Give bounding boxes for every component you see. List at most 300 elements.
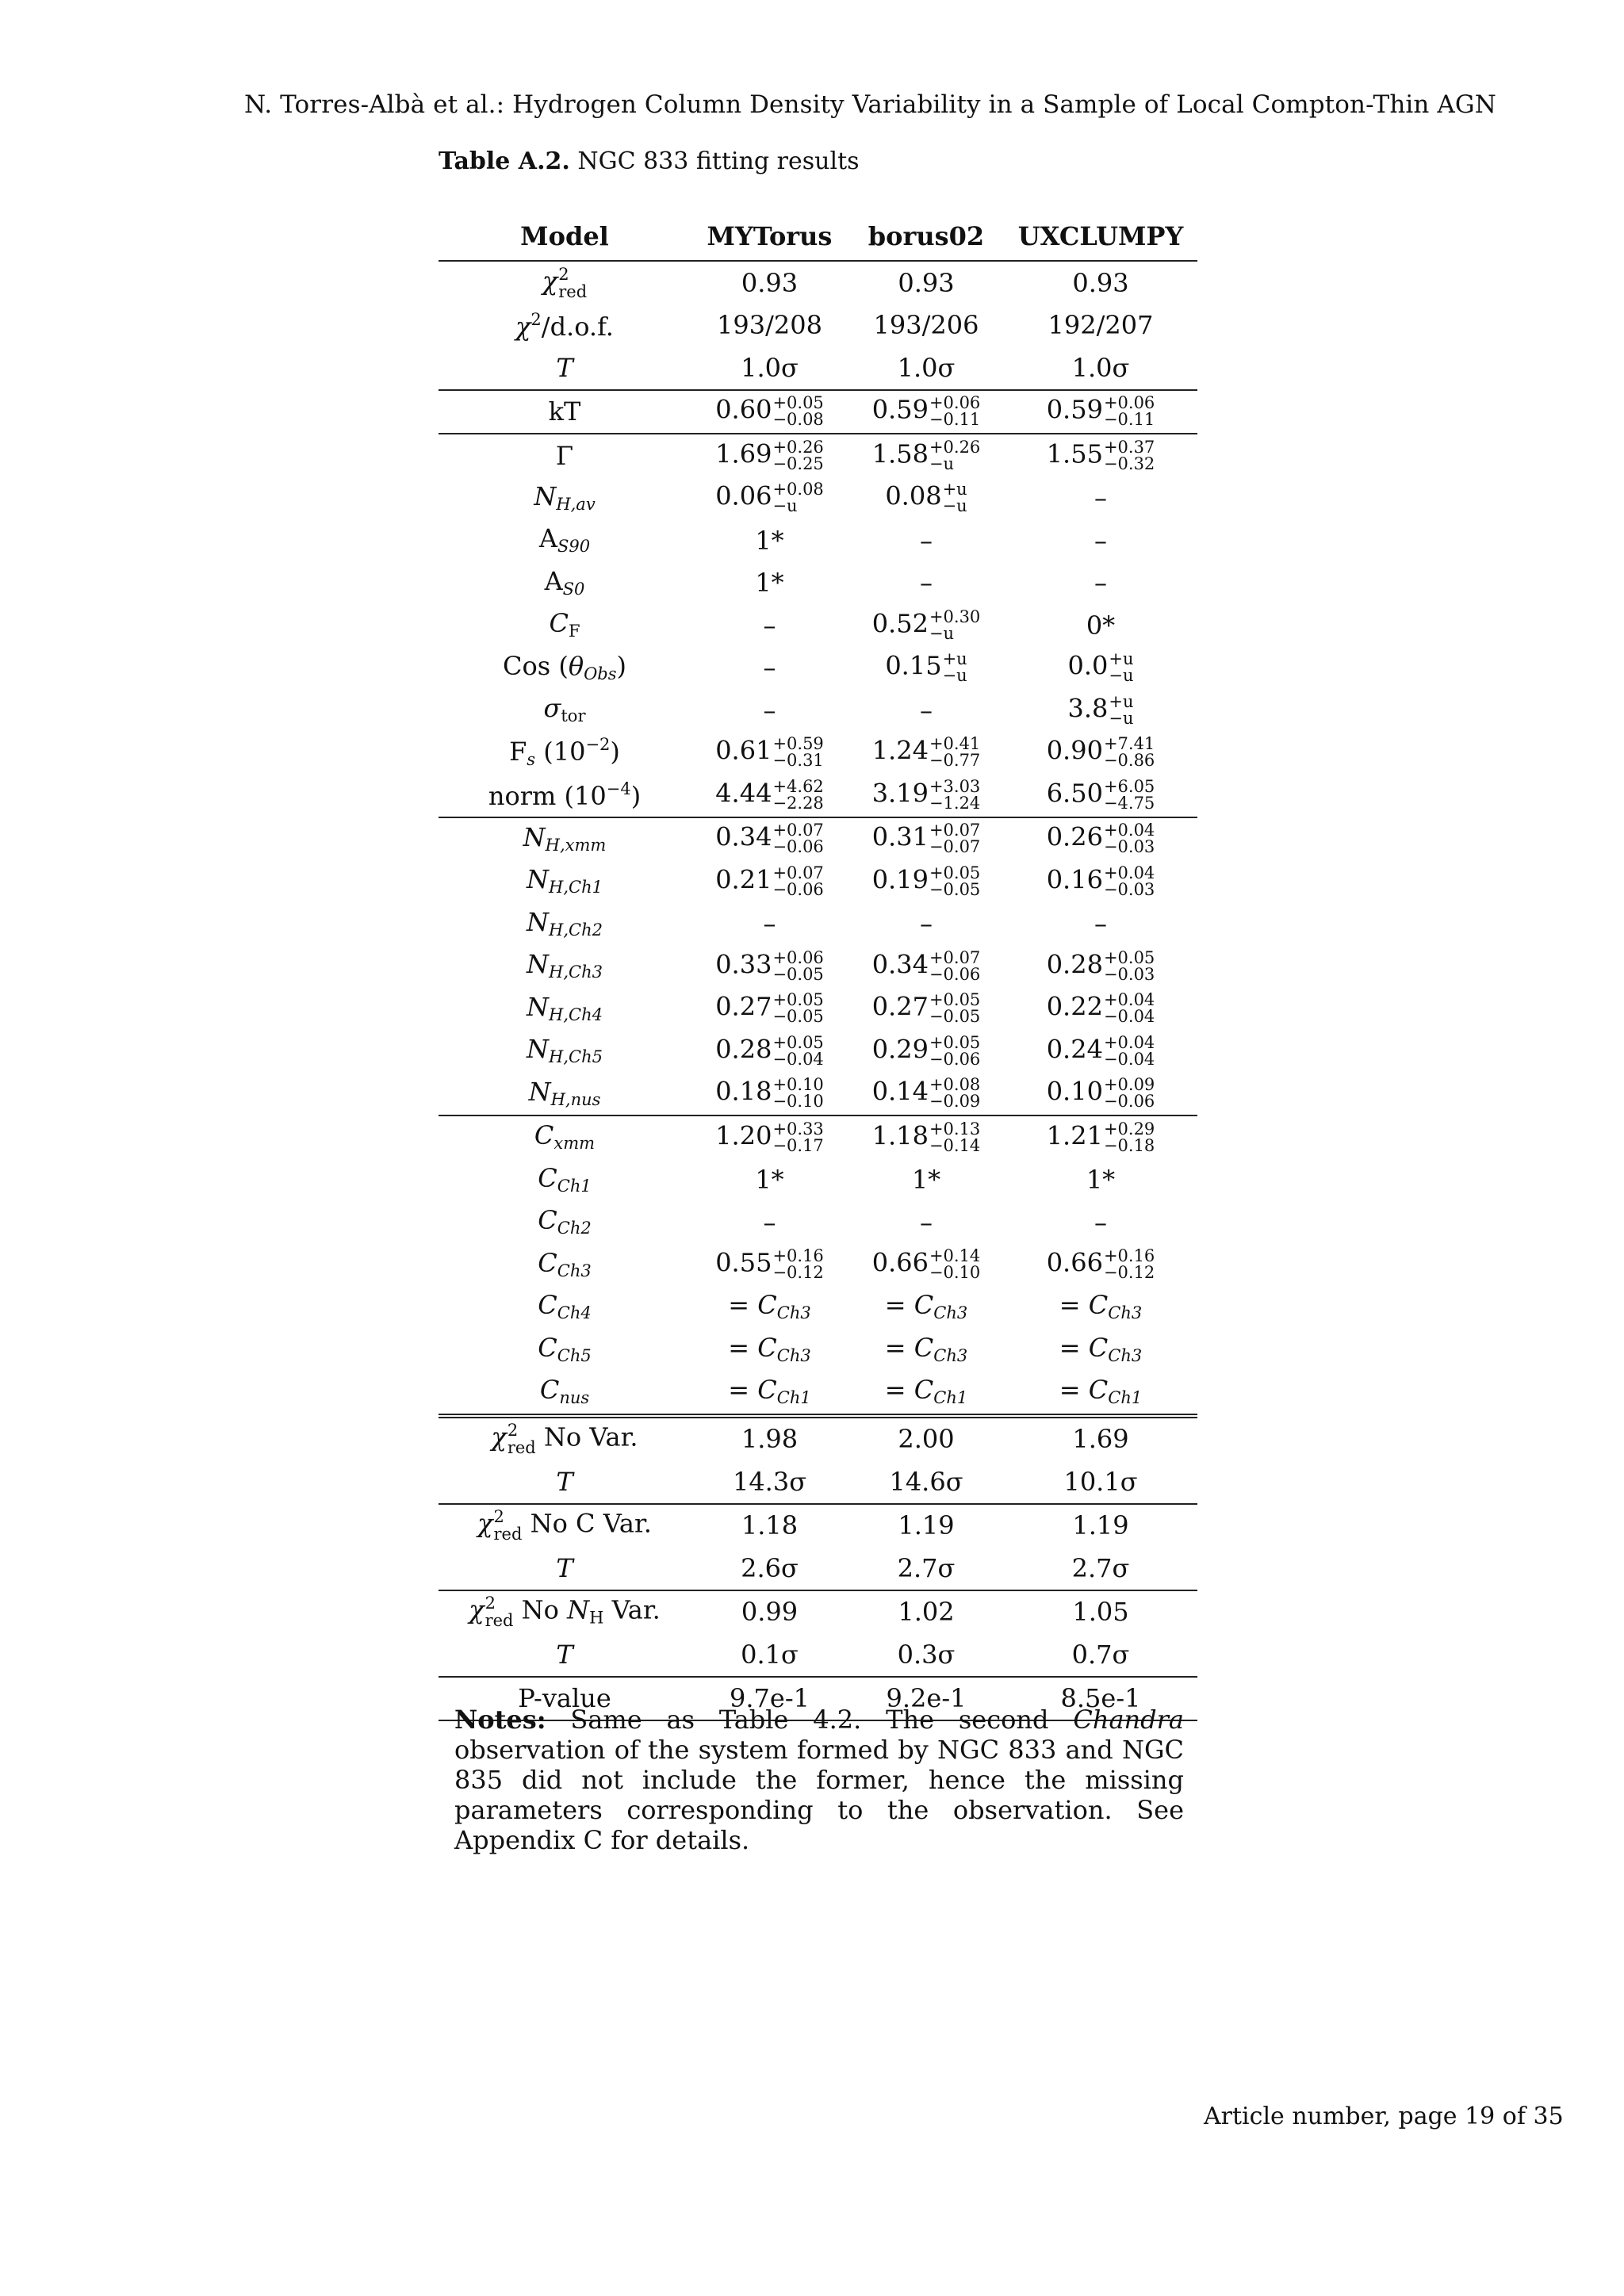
table-cell [1004,774,1197,817]
label-text: P-value [518,1683,611,1714]
cell-value: 0.52 [871,608,929,639]
upper-error: +3.03 [929,776,981,796]
cell-value: – [920,909,933,939]
uncertainty [929,736,980,769]
cell-value: 2.6σ [741,1552,799,1583]
upper-error: +0.14 [929,1246,981,1266]
equals-sign: = [728,1375,758,1406]
table-cell [691,903,848,946]
table-cell [848,1371,1004,1416]
upper-error: +0.37 [1103,437,1155,457]
upper-error: +0.59 [772,734,824,754]
cell-value: 14.3σ [732,1466,807,1497]
table-cell [848,689,1004,732]
eq-symbol: C [757,1332,777,1363]
table-cell [1004,1073,1197,1116]
symbol: N [528,1076,551,1107]
eq-sub: Ch1 [1108,1388,1143,1408]
symbol-sub: tor [561,706,586,726]
cell-value: – [920,1207,933,1238]
cell-value: 0.22 [1046,991,1103,1022]
upper-error: +0.07 [772,863,824,882]
lower-error: −4.75 [1103,793,1155,813]
eq-sub: Ch3 [1108,1303,1143,1323]
table-body [439,261,1197,1720]
eq-sub: Ch1 [776,1388,811,1408]
row-label [439,1590,691,1634]
upper-error: +u [942,649,967,669]
cell-value: 1.98 [741,1424,799,1455]
table-cell [1004,346,1197,390]
label-end: ) [616,650,626,681]
eq-sub: Ch3 [776,1345,811,1365]
lower-error: −0.09 [929,1092,981,1112]
cell-value: 0.28 [715,1034,772,1065]
cell-value: 0.34 [871,949,929,980]
cell-value: 0.55 [715,1247,772,1278]
eq-sub: Ch1 [933,1388,968,1408]
uncertainty [929,947,981,984]
table-cell [691,304,848,347]
row-label [439,1115,691,1159]
row-label [439,346,691,390]
cell-value: 0.61 [715,735,772,766]
table-cell [848,774,1004,817]
uncertainty [1109,691,1134,728]
table-cell [1004,477,1197,520]
space [522,1509,530,1539]
equals-sign: = [884,1375,914,1406]
row-label [439,1159,691,1202]
lower-error: −0.04 [1103,1007,1155,1027]
lower-error: −2.28 [772,793,824,813]
uncertainty [1104,865,1155,898]
cell-value: 6.50 [1046,778,1103,809]
upper-error: +0.26 [929,437,981,457]
row-label [439,604,691,647]
eq-sub: Ch3 [1108,1345,1143,1365]
equals-sign: = [884,1332,914,1363]
table-cell [848,945,1004,988]
upper-error: +u [1109,691,1134,711]
upper-error: +0.07 [929,821,981,840]
table-cell [1004,1244,1197,1287]
cell-value: 0.14 [871,1076,929,1107]
cell-value: 0.34 [715,821,772,852]
lower-error: −0.14 [929,1135,981,1155]
symbol: A [538,523,557,554]
cell-value: 0.0 [1067,650,1109,681]
table-caption-label: Table A.2. [439,147,570,175]
table-cell [848,562,1004,605]
table-row [439,774,1197,817]
table-cell [691,477,848,520]
symbol: σ [543,693,561,724]
table-row [439,390,1197,434]
table-cell [848,390,1004,434]
T-symbol: T [556,352,573,383]
table-cell [848,1030,1004,1073]
upper-error: +0.08 [772,480,824,499]
table-cell [848,304,1004,347]
table-cell [848,1073,1004,1116]
symbol-sub: H,Ch1 [549,878,603,897]
symbol-sub: xmm [553,1134,596,1154]
upper-error: +0.05 [772,393,824,413]
symbol-sub: H [589,1608,604,1628]
cell-value: – [1094,1207,1107,1238]
row-label [439,562,691,605]
chi-sub: red [558,281,588,301]
cell-value: 2.7σ [1071,1552,1130,1583]
table-cell [848,1633,1004,1677]
lower-error: −0.03 [1103,837,1155,857]
lower-error: −0.06 [772,879,824,899]
T-symbol: T [556,1466,573,1497]
cell-value: 0.66 [871,1247,929,1278]
upper-error: +0.13 [929,1119,981,1138]
table-cell [1004,519,1197,562]
table-row [439,1159,1197,1202]
cell-value: 0.16 [1046,864,1103,895]
cell-value: 0.33 [715,949,772,980]
table-cell [691,1547,848,1590]
table-row [439,1030,1197,1073]
table-cell [848,261,1004,304]
equals-sign: = [1059,1332,1089,1363]
eq-symbol: C [914,1375,934,1406]
table-caption-text: NGC 833 fitting results [569,147,860,175]
table-cell [691,1416,848,1461]
uncertainty [1103,776,1155,813]
upper-error: +0.08 [929,1075,981,1095]
table-cell [848,477,1004,520]
cell-value: 0.18 [715,1076,772,1107]
row-label [439,647,691,690]
cell-value: 0.59 [871,394,929,425]
cell-value: 3.8 [1067,693,1109,724]
table-cell [1004,988,1197,1031]
uncertainty [943,481,967,515]
upper-error: +0.07 [929,947,981,967]
lower-error: −0.31 [772,751,824,771]
lower-error: −u [1109,666,1134,686]
uncertainty [772,1077,823,1110]
row-label [439,1073,691,1116]
cell-value: 1* [1086,1165,1116,1196]
cell-value: 0.28 [1046,949,1103,980]
equals-sign: = [884,1290,914,1321]
upper-error: +0.05 [772,990,824,1010]
lower-error: −0.11 [1103,410,1155,430]
row-label [439,434,691,477]
eq-symbol: C [914,1290,934,1321]
uncertainty [772,736,823,769]
uncertainty [929,776,981,813]
cell-value: 0.26 [1046,821,1103,852]
table-cell [1004,261,1197,304]
symbol-sub: H,Ch4 [549,1004,603,1024]
cell-value: 0.29 [871,1034,929,1065]
chi-sup-sub [494,1508,523,1543]
label-text: norm (10 [488,781,607,812]
chi-sub: red [493,1525,523,1544]
row-label [439,390,691,434]
cell-value: – [763,652,776,683]
label-text: No Var. [543,1422,638,1452]
cell-value: 1.20 [715,1120,772,1151]
table-cell [848,1590,1004,1634]
row-label [439,1329,691,1372]
symbol: A [544,565,563,596]
cell-value: 1* [755,525,784,556]
cell-value: 1.55 [1046,438,1103,469]
equals-sign: = [728,1290,758,1321]
table-cell [691,1504,848,1548]
uncertainty [929,395,980,428]
symbol-sub: S0 [562,579,585,599]
chi-exp: 2 [485,1594,496,1613]
upper-error: +0.05 [772,1032,824,1052]
table-notes [454,1705,1184,1855]
upper-error: +u [942,480,967,499]
table-cell [691,562,848,605]
T-symbol: T [556,1639,573,1670]
lower-error: −u [929,623,955,643]
uncertainty [1104,1248,1155,1281]
notes-italic: Chandra [1073,1705,1184,1735]
uncertainty [772,1121,823,1154]
table-cell [848,604,1004,647]
symbol-sub: Ch4 [557,1303,592,1323]
uncertainty [929,865,980,898]
row-label [439,477,691,520]
table-row [439,562,1197,605]
cell-value: 0.15 [885,650,942,681]
upper-error: +u [1109,649,1134,669]
symbol-sub: H,av [556,494,596,514]
symbol-sub: H,Ch5 [549,1047,603,1067]
table-cell [1004,434,1197,477]
table-row [439,903,1197,946]
row-label [439,903,691,946]
uncertainty [772,992,823,1025]
table-row [439,732,1197,775]
table-cell [1004,1371,1197,1416]
cell-value: 1.05 [1072,1597,1129,1628]
lower-error: −u [1109,708,1134,728]
symbol: C [539,1375,560,1406]
symbol-sub: Obs [584,664,617,683]
table-cell [1004,647,1197,690]
chi-symbol: χ [491,1422,507,1452]
cell-value: – [763,695,776,725]
symbol: C [538,1290,557,1321]
symbol: θ [568,650,584,681]
cell-value: 1.21 [1046,1120,1103,1151]
upper-error: +0.33 [772,1119,824,1138]
cell-value: 0.06 [715,480,772,511]
lower-error: −0.11 [929,410,981,430]
upper-error: +0.41 [929,734,981,754]
table-cell [1004,390,1197,434]
eq-symbol: C [914,1332,934,1363]
equals-sign: = [728,1332,758,1363]
table-cell [691,346,848,390]
table-cell [1004,689,1197,732]
cell-value: 1.0σ [1071,352,1130,383]
table-row [439,1329,1197,1372]
row-label [439,1547,691,1590]
table-cell [848,346,1004,390]
table-cell [691,434,848,477]
table-caption [439,147,860,175]
cell-value: 0.99 [741,1597,799,1628]
dof-text: /d.o.f. [541,311,614,342]
lower-error: −0.04 [772,1049,824,1069]
uncertainty [1103,1032,1155,1069]
cell-value: 0.19 [871,864,929,895]
lower-error: −0.05 [772,1007,824,1027]
uncertainty [1103,947,1155,984]
table-cell [1004,1159,1197,1202]
cell-value: 0.27 [871,991,929,1022]
upper-error: +0.05 [929,990,981,1010]
label-text: Γ [555,440,574,471]
cell-value: 1* [755,568,784,599]
table-row [439,647,1197,690]
row-label [439,1201,691,1244]
uncertainty [929,1248,980,1281]
cell-value: 1.69 [1072,1424,1129,1455]
table-row [439,1547,1197,1590]
cell-value: 4.44 [715,778,772,809]
lower-error: −u [929,453,955,473]
chi-symbol: χ [515,311,531,342]
table-row [439,304,1197,347]
lower-error: −0.86 [1103,751,1155,771]
label-text: No [521,1594,568,1625]
T-symbol: T [556,1552,573,1583]
label-text: kT [548,396,581,427]
table-row [439,346,1197,390]
uncertainty [1104,395,1155,428]
notes-text-2: observation of the system formed by NGC 833 and NGC 835 did not include the former, hence the missing parameters corresponding to the observation. See Appendix C for details. [454,1735,1184,1855]
table-cell [1004,604,1197,647]
row-label [439,1504,691,1548]
upper-error: +0.07 [772,821,824,840]
table-cell [848,1115,1004,1159]
cell-value: 0.31 [871,821,929,852]
chi-exp: 2 [558,264,569,284]
uncertainty [772,947,824,984]
row-label [439,1286,691,1329]
eq-sub: Ch3 [776,1303,811,1323]
table-row [439,1633,1197,1677]
uncertainty [772,822,823,855]
fitting-results-table [439,212,1197,1721]
table-cell [848,988,1004,1031]
table-header-row [439,212,1197,261]
lower-error: −u [942,666,967,686]
symbol: N [534,480,557,511]
symbol: C [538,1205,557,1236]
table-cell [691,261,848,304]
cell-value: 0.24 [1046,1034,1103,1065]
running-head: N. Torres-Albà et al.: Hydrogen Column Density Variability in a Sample of Local Compton-Thin AGN [244,90,1496,119]
table-cell [848,1201,1004,1244]
uncertainty [1104,1077,1155,1110]
lower-error: −0.18 [1103,1135,1155,1155]
label-text: No C Var. [530,1508,652,1539]
table-cell [691,1201,848,1244]
table-row [439,519,1197,562]
symbol: N [527,991,550,1022]
symbol: C [549,608,569,639]
table-row [439,1201,1197,1244]
upper-error: +0.06 [772,947,824,967]
chi-symbol: χ [469,1594,485,1625]
table-row [439,434,1197,477]
symbol-sub: Ch5 [557,1345,592,1365]
uncertainty [929,439,980,473]
lower-error: −0.06 [772,837,824,857]
cell-value: – [1094,909,1107,939]
header-uxclumpy: UXCLUMPY [1004,212,1197,261]
table-cell [691,1460,848,1504]
table-cell [848,1286,1004,1329]
table-cell [848,817,1004,861]
lower-error: −0.03 [1103,964,1155,984]
upper-error: +0.05 [1103,947,1155,967]
uncertainty [929,822,980,855]
cell-value: 1* [911,1165,941,1196]
table-cell [848,1159,1004,1202]
cell-value: 1.0σ [741,352,799,383]
table-row [439,604,1197,647]
cell-value: 1.18 [741,1510,799,1541]
label-text: Cos ( [502,650,569,681]
table-cell [1004,1504,1197,1548]
table-cell [1004,304,1197,347]
space [536,1422,544,1452]
row-label [439,304,691,347]
cell-value: – [763,610,776,641]
symbol-sub: H,nus [550,1089,601,1109]
uncertainty [929,992,980,1025]
lower-error: −0.06 [929,1049,981,1069]
cell-value: 0.60 [715,394,772,425]
upper-error: +7.41 [1103,734,1155,754]
table-cell [1004,1547,1197,1590]
header-mytorus: MYTorus [691,212,848,261]
table-cell [691,519,848,562]
lower-error: −0.08 [772,410,824,430]
cell-value: – [920,568,933,599]
table-row [439,1115,1197,1159]
uncertainty [1104,439,1155,473]
table-cell [691,732,848,775]
row-label [439,1371,691,1416]
upper-error: +0.06 [1103,393,1155,413]
row-label [439,988,691,1031]
cell-value: – [1094,525,1107,556]
table-row [439,1286,1197,1329]
cell-value: 1.58 [871,438,929,469]
eq-sub: Ch3 [933,1345,968,1365]
table-cell [848,860,1004,903]
lower-error: −0.10 [929,1263,981,1283]
